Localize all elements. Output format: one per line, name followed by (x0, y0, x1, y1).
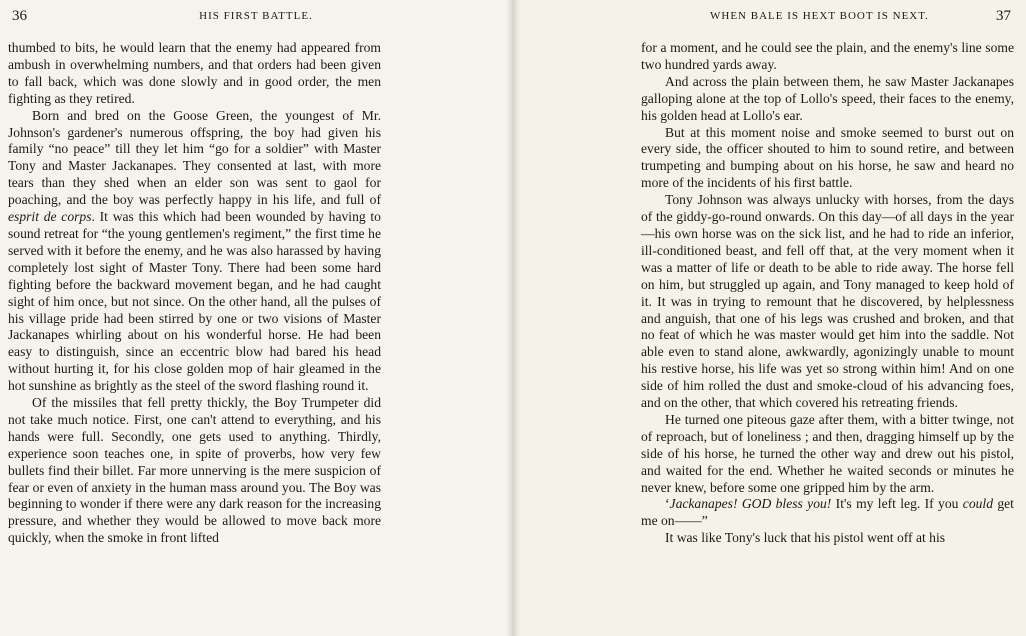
paragraph: But at this moment noise and smoke seemed to burst out on every side, the officer shouted to him to sound retire, and between trumpeting and bumping about on his horse, he saw and heard no more of the incidents of his first battle. (641, 124, 1014, 191)
paragraph: thumbed to bits, he would learn that the enemy had appeared from ambush in overwhelming numbers, and that orders had been given to fall back, which was done slowly and in good order, the men fighting as they retired. (8, 40, 381, 106)
right-running-head: WHEN BALE IS HEXT BOOT IS NEXT. (710, 10, 929, 22)
book-gutter (506, 0, 520, 636)
paragraph: Tony Johnson was always unlucky with horses, from the days of the giddy-go-round onwards. On this day—of all days in the year—his own horse was on the sick list, and he had to ride an inferior, ill-conditioned beast, and fell off that, at the very moment when it was a matter of life or death to be able to ride away. The horse fell on him, but struggled up again, and Tony managed to keep hold of it. It was in trying to remount that he discovered, by helplessness and anguish, that one of his legs was crushed and broken, and that no feat of which he was master would get him into the saddle. Not able even to stand alone, awkwardly, agonizingly unable to mount his restive horse, his life was yet so strong within him! And on one side of him rolled the dust and smoke-cloud of his advancing foes, and on the other, that which covered his retreating friends. (641, 192, 1014, 411)
paragraph: for a moment, and he could see the plain, and the enemy's line some two hundred yards away. (641, 40, 1014, 72)
left-page-number: 36 (12, 8, 27, 24)
paragraph: Born and bred on the Goose Green, the youngest of Mr. Johnson's gardener's numerous offspring, the boy had given his family “no peace” till they let him “go for a soldier” with Master Tony and Master Jackanapes. They consented at last, with more tears than they shed when an elder son was sent to gaol for poaching, and the boy was perfectly happy in his life, and full of esprit de corps. It was this which had been wounded by having to sound retreat for “the young gentlemen's regiment,” the first time he served with it before the enemy, and he was also harassed by having completely lost sight of Master Tony. There had been some hard fighting before the backward movement began, and he had caught sight of him once, but not since. On the other hand, all the pulses of his village pride had been stirred by one or two visions of Master Jackanapes whirling about on his wonderful horse. He had been easy to distinguish, since an eccentric blow had bared his head without hurting it, for his close golden mop of hair gleamed in the hot sunshine as brightly as the steel of the sword flashing round it. (8, 107, 381, 394)
paragraph: It was like Tony's luck that his pistol went off at his (665, 530, 946, 546)
paragraph: ‘Jackanapes! GOD bless you! It's my left leg. If you could get me on——” (641, 496, 1014, 529)
paragraph: Of the missiles that fell pretty thickly, the Boy Trumpeter did not take much notice. First, one can't attend to everything, and his hands were full. Secondly, one gets used to anything. Thirdly, experience soon teaches one, in spite of proverbs, how very few bullets find their billet. Far more unnerving is the mere suspicion of fear or even of anxiety in the human mass around you. The Boy was beginning to wonder if there were any dark reason for the increasing pressure, and whether they would be allowed to move back more quickly, when the smoke in front lifted (8, 395, 381, 546)
paragraph: He turned one piteous gaze after them, with a bitter twinge, not of reproach, but of loneliness ; and then, dragging himself up by the side of his horse, he turned the other way and drew out his pistol, and waited for the end. Whether he waited seconds or minutes he never knew, before some one gripped him by the arm. (641, 411, 1014, 495)
right-page-text (641, 40, 1014, 547)
paragraph: And across the plain between them, he saw Master Jackanapes galloping alone at the top of Lollo's speed, their faces to the enemy, his golden head at Lollo's ear. (641, 73, 1014, 123)
right-page-number: 37 (996, 8, 1011, 24)
left-running-head: HIS FIRST BATTLE. (199, 10, 313, 22)
left-page-text (8, 40, 381, 547)
